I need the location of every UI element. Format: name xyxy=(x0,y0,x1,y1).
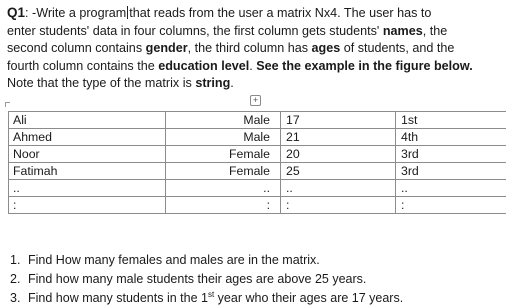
table-move-handle-icon[interactable]: + xyxy=(250,95,261,106)
name-cell[interactable]: Ali xyxy=(9,112,166,129)
question-line-4: fourth column contains the education level. See the example in the figure below. xyxy=(7,58,473,73)
gender-cell[interactable]: Female xyxy=(166,146,281,163)
name-cell[interactable]: .. xyxy=(9,180,166,197)
age-cell[interactable]: .. xyxy=(281,180,396,197)
table-row xyxy=(9,163,506,180)
question-text xyxy=(7,4,503,93)
task-item-3: 3. Find how many students in the 1st year who their ages are 17 years. xyxy=(10,289,404,305)
question-line-5: Note that the type of the matrix is string. xyxy=(7,76,234,91)
task-item-1: 1. Find How many females and males are in the matrix. xyxy=(10,253,320,267)
task-list xyxy=(10,251,403,308)
education-level-cell[interactable]: : xyxy=(396,197,506,214)
gender-cell[interactable]: Female xyxy=(166,163,281,180)
table-row xyxy=(9,146,506,163)
gender-cell[interactable]: .. xyxy=(166,180,281,197)
table-corner-marker xyxy=(5,102,10,107)
education-level-cell[interactable]: .. xyxy=(396,180,506,197)
gender-cell[interactable]: Male xyxy=(166,112,281,129)
education-level-cell[interactable]: 3rd xyxy=(396,146,506,163)
table-row xyxy=(9,180,506,197)
question-line-1: Q1: -Write a program that reads from the user a matrix Nx4. The user has to xyxy=(7,5,432,20)
table-row xyxy=(9,197,506,214)
task-item-2: 2. Find how many male students their ages are above 25 years. xyxy=(10,272,367,286)
gender-cell[interactable]: Male xyxy=(166,129,281,146)
name-cell[interactable]: Noor xyxy=(9,146,166,163)
table-row xyxy=(9,112,506,129)
age-cell[interactable]: 20 xyxy=(281,146,396,163)
education-level-cell[interactable]: 3rd xyxy=(396,163,506,180)
gender-cell[interactable]: : xyxy=(166,197,281,214)
education-level-cell[interactable]: 4th xyxy=(396,129,506,146)
name-cell[interactable]: Ahmed xyxy=(9,129,166,146)
question-label: Q1 xyxy=(7,5,26,20)
name-cell[interactable]: : xyxy=(9,197,166,214)
education-level-cell[interactable]: 1st xyxy=(396,112,506,129)
student-matrix-table xyxy=(8,111,506,214)
age-cell[interactable]: : xyxy=(281,197,396,214)
table-row xyxy=(9,129,506,146)
age-cell[interactable]: 17 xyxy=(281,112,396,129)
age-cell[interactable]: 25 xyxy=(281,163,396,180)
question-line-2: enter students' data in four columns, the first column gets students' names, the xyxy=(7,23,448,38)
question-line-3: second column contains gender, the third column has ages of students, and the xyxy=(7,41,455,56)
name-cell[interactable]: Fatimah xyxy=(9,163,166,180)
age-cell[interactable]: 21 xyxy=(281,129,396,146)
